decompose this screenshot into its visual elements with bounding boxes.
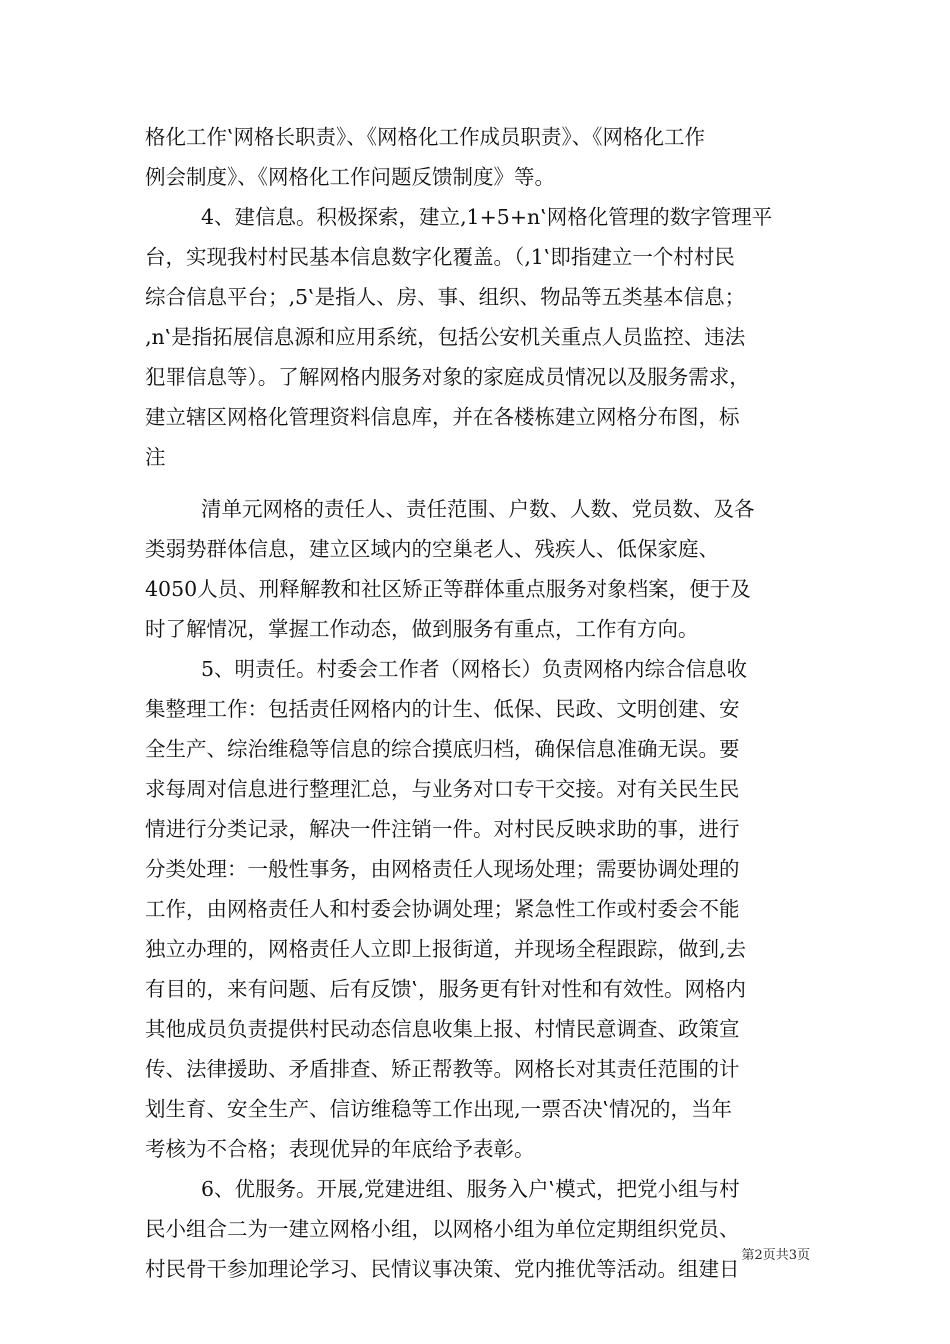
paragraph-start-line: 清单元网格的责任人、责任范围、户数、人数、党员数、及各 — [201, 497, 755, 521]
text-line: 全生产、综治维稳等信息的综合摸底归档，确保信息准确无误。要 — [145, 737, 740, 761]
text-line: 建立辖区网格化管理资料信息库，并在各楼栋建立网格分布图，标 — [145, 405, 740, 429]
text-line: 台，实现我村村民基本信息数字化覆盖。（‚1‛即指建立一个村村民 — [145, 245, 735, 269]
text-line: 传、法律援助、矛盾排查、矫正帮教等。网格长对其责任范围的计 — [145, 1057, 740, 1081]
text-line: 考核为不合格；表现优异的年底给予表彰。 — [145, 1137, 535, 1161]
section-heading-line: 5、明责任。村委会工作者（网格长）负责网格内综合信息收 — [201, 657, 748, 681]
text-line: 4050人员、刑释解教和社区矫正等群体重点服务对象档案，便于及 — [145, 577, 751, 601]
text-line: 有目的，来有问题、后有反馈‛，服务更有针对性和有效性。网格内 — [145, 977, 747, 1001]
text-line: 工作，由网格责任人和村委会协调处理；紧急性工作或村委会不能 — [145, 897, 740, 921]
text-line: 格化工作‛网格长职责》、《网格化工作成员职责》、《网格化工作 — [145, 125, 706, 149]
text-line: 集整理工作：包括责任网格内的计生、低保、民政、文明创建、安 — [145, 697, 740, 721]
text-line: 时了解情况，掌握工作动态，做到服务有重点，工作有方向。 — [145, 617, 699, 641]
text-line: 注 — [145, 445, 166, 469]
text-line: 类弱势群体信息，建立区域内的空巢老人、残疾人、低保家庭、 — [145, 537, 719, 561]
text-line: 分类处理：一般性事务，由网格责任人现场处理；需要协调处理的 — [145, 857, 740, 881]
paragraph-gap — [145, 477, 815, 489]
text-line: 村民骨干参加理论学习、民情议事决策、党内推优等活动。组建日 — [145, 1257, 740, 1281]
text-line: 例会制度》、《网格化工作问题反馈制度》等。 — [145, 165, 555, 189]
document-body — [145, 117, 815, 1289]
text-line: 其他成员负责提供村民动态信息收集上报、村情民意调查、政策宣 — [145, 1017, 740, 1041]
text-line: ‚n‛是指拓展信息源和应用系统，包括公安机关重点人员监控、违法 — [145, 325, 746, 349]
text-line: 犯罪信息等）。了解网格内服务对象的家庭成员情况以及服务需求， — [145, 365, 750, 389]
text-line: 求每周对信息进行整理汇总，与业务对口专干交接。对有关民生民 — [145, 777, 740, 801]
page-number: 第2页共3页 — [741, 1248, 810, 1263]
text-line: 民小组合二为一建立网格小组，以网格小组为单位定期组织党员、 — [145, 1217, 740, 1241]
text-line: 综合信息平台；‚5‛是指人、房、事、组织、物品等五类基本信息； — [145, 285, 746, 309]
text-line: 情进行分类记录，解决一件注销一件。对村民反映求助的事，进行 — [145, 817, 740, 841]
section-heading-line: 4、建信息。积极探索，建立‚1+5+n‛网格化管理的数字管理平 — [201, 205, 773, 229]
section-heading-line: 6、优服务。开展‚党建进组、服务入户‛模式，把党小组与村 — [201, 1177, 740, 1201]
text-line: 独立办理的，网格责任人立即上报街道，并现场全程跟踪，做到‚去 — [145, 937, 747, 961]
text-line: 划生育、安全生产、信访维稳等工作出现‚一票否决‛情况的，当年 — [145, 1097, 733, 1121]
